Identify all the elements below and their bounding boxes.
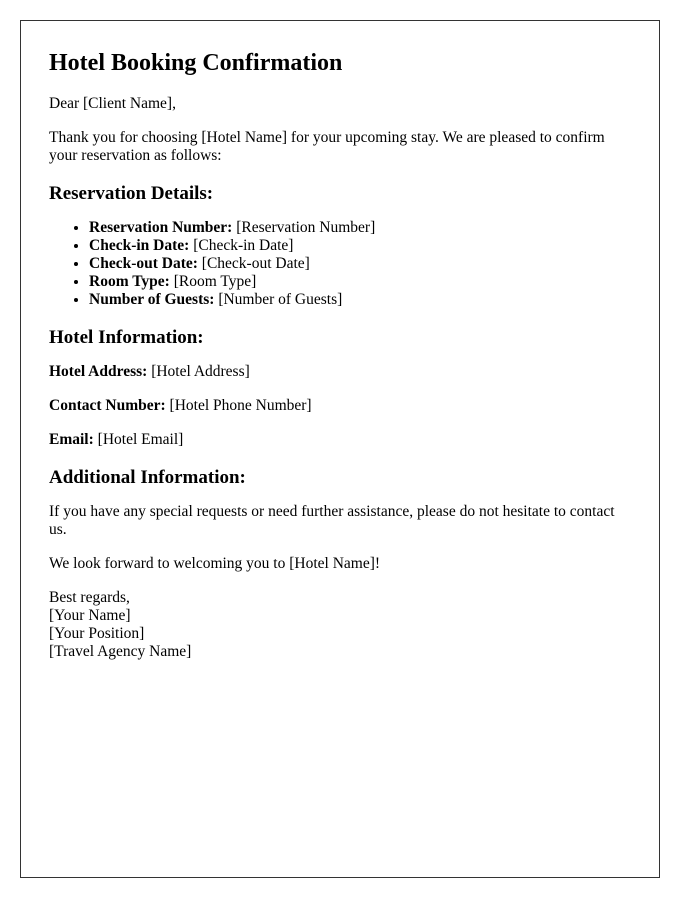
- list-item: [89, 237, 631, 255]
- signature-agency: [Travel Agency Name]: [49, 643, 192, 660]
- additional-text: If you have any special requests or need further assistance, please do not hesitate to contact us.: [49, 503, 615, 538]
- item-label: Number of Guests:: [89, 291, 215, 308]
- item-value: [Number of Guests]: [214, 291, 343, 308]
- email-label: Email:: [49, 431, 94, 448]
- reservation-list: [49, 219, 631, 309]
- list-item: [89, 255, 631, 273]
- hotel-contact: [49, 397, 631, 415]
- closing-text: We look forward to welcoming you to [Hotel Name]!: [49, 555, 381, 572]
- item-value: [Check-in Date]: [189, 237, 294, 254]
- item-label: Reservation Number:: [89, 219, 233, 236]
- contact-label: Contact Number:: [49, 397, 166, 414]
- hotel-email: [49, 431, 631, 449]
- additional-info-heading: Additional Information:: [49, 467, 246, 488]
- hotel-address: [49, 363, 631, 381]
- greeting: Dear [Client Name],: [49, 95, 176, 112]
- signature-position: [Your Position]: [49, 625, 145, 642]
- item-value: [Reservation Number]: [232, 219, 376, 236]
- list-item: [89, 219, 631, 237]
- address-value: [Hotel Address]: [147, 363, 250, 380]
- item-label: Check-in Date:: [89, 237, 190, 254]
- signature-block: [49, 589, 631, 661]
- address-label: Hotel Address:: [49, 363, 148, 380]
- signature-closing: Best regards,: [49, 589, 130, 606]
- list-item: [89, 273, 631, 291]
- contact-value: [Hotel Phone Number]: [165, 397, 312, 414]
- letter-page: [20, 20, 660, 878]
- intro-paragraph: Thank you for choosing [Hotel Name] for your upcoming stay. We are pleased to confirm your reservation as follows:: [49, 129, 605, 164]
- item-label: Room Type:: [89, 273, 170, 290]
- item-value: [Room Type]: [169, 273, 257, 290]
- reservation-heading: Reservation Details:: [49, 183, 214, 204]
- item-value: [Check-out Date]: [197, 255, 310, 272]
- item-label: Check-out Date:: [89, 255, 198, 272]
- list-item: [89, 291, 631, 309]
- signature-name: [Your Name]: [49, 607, 131, 624]
- email-value: [Hotel Email]: [93, 431, 184, 448]
- hotel-info-heading: Hotel Information:: [49, 327, 204, 348]
- page-title: Hotel Booking Confirmation: [49, 50, 343, 76]
